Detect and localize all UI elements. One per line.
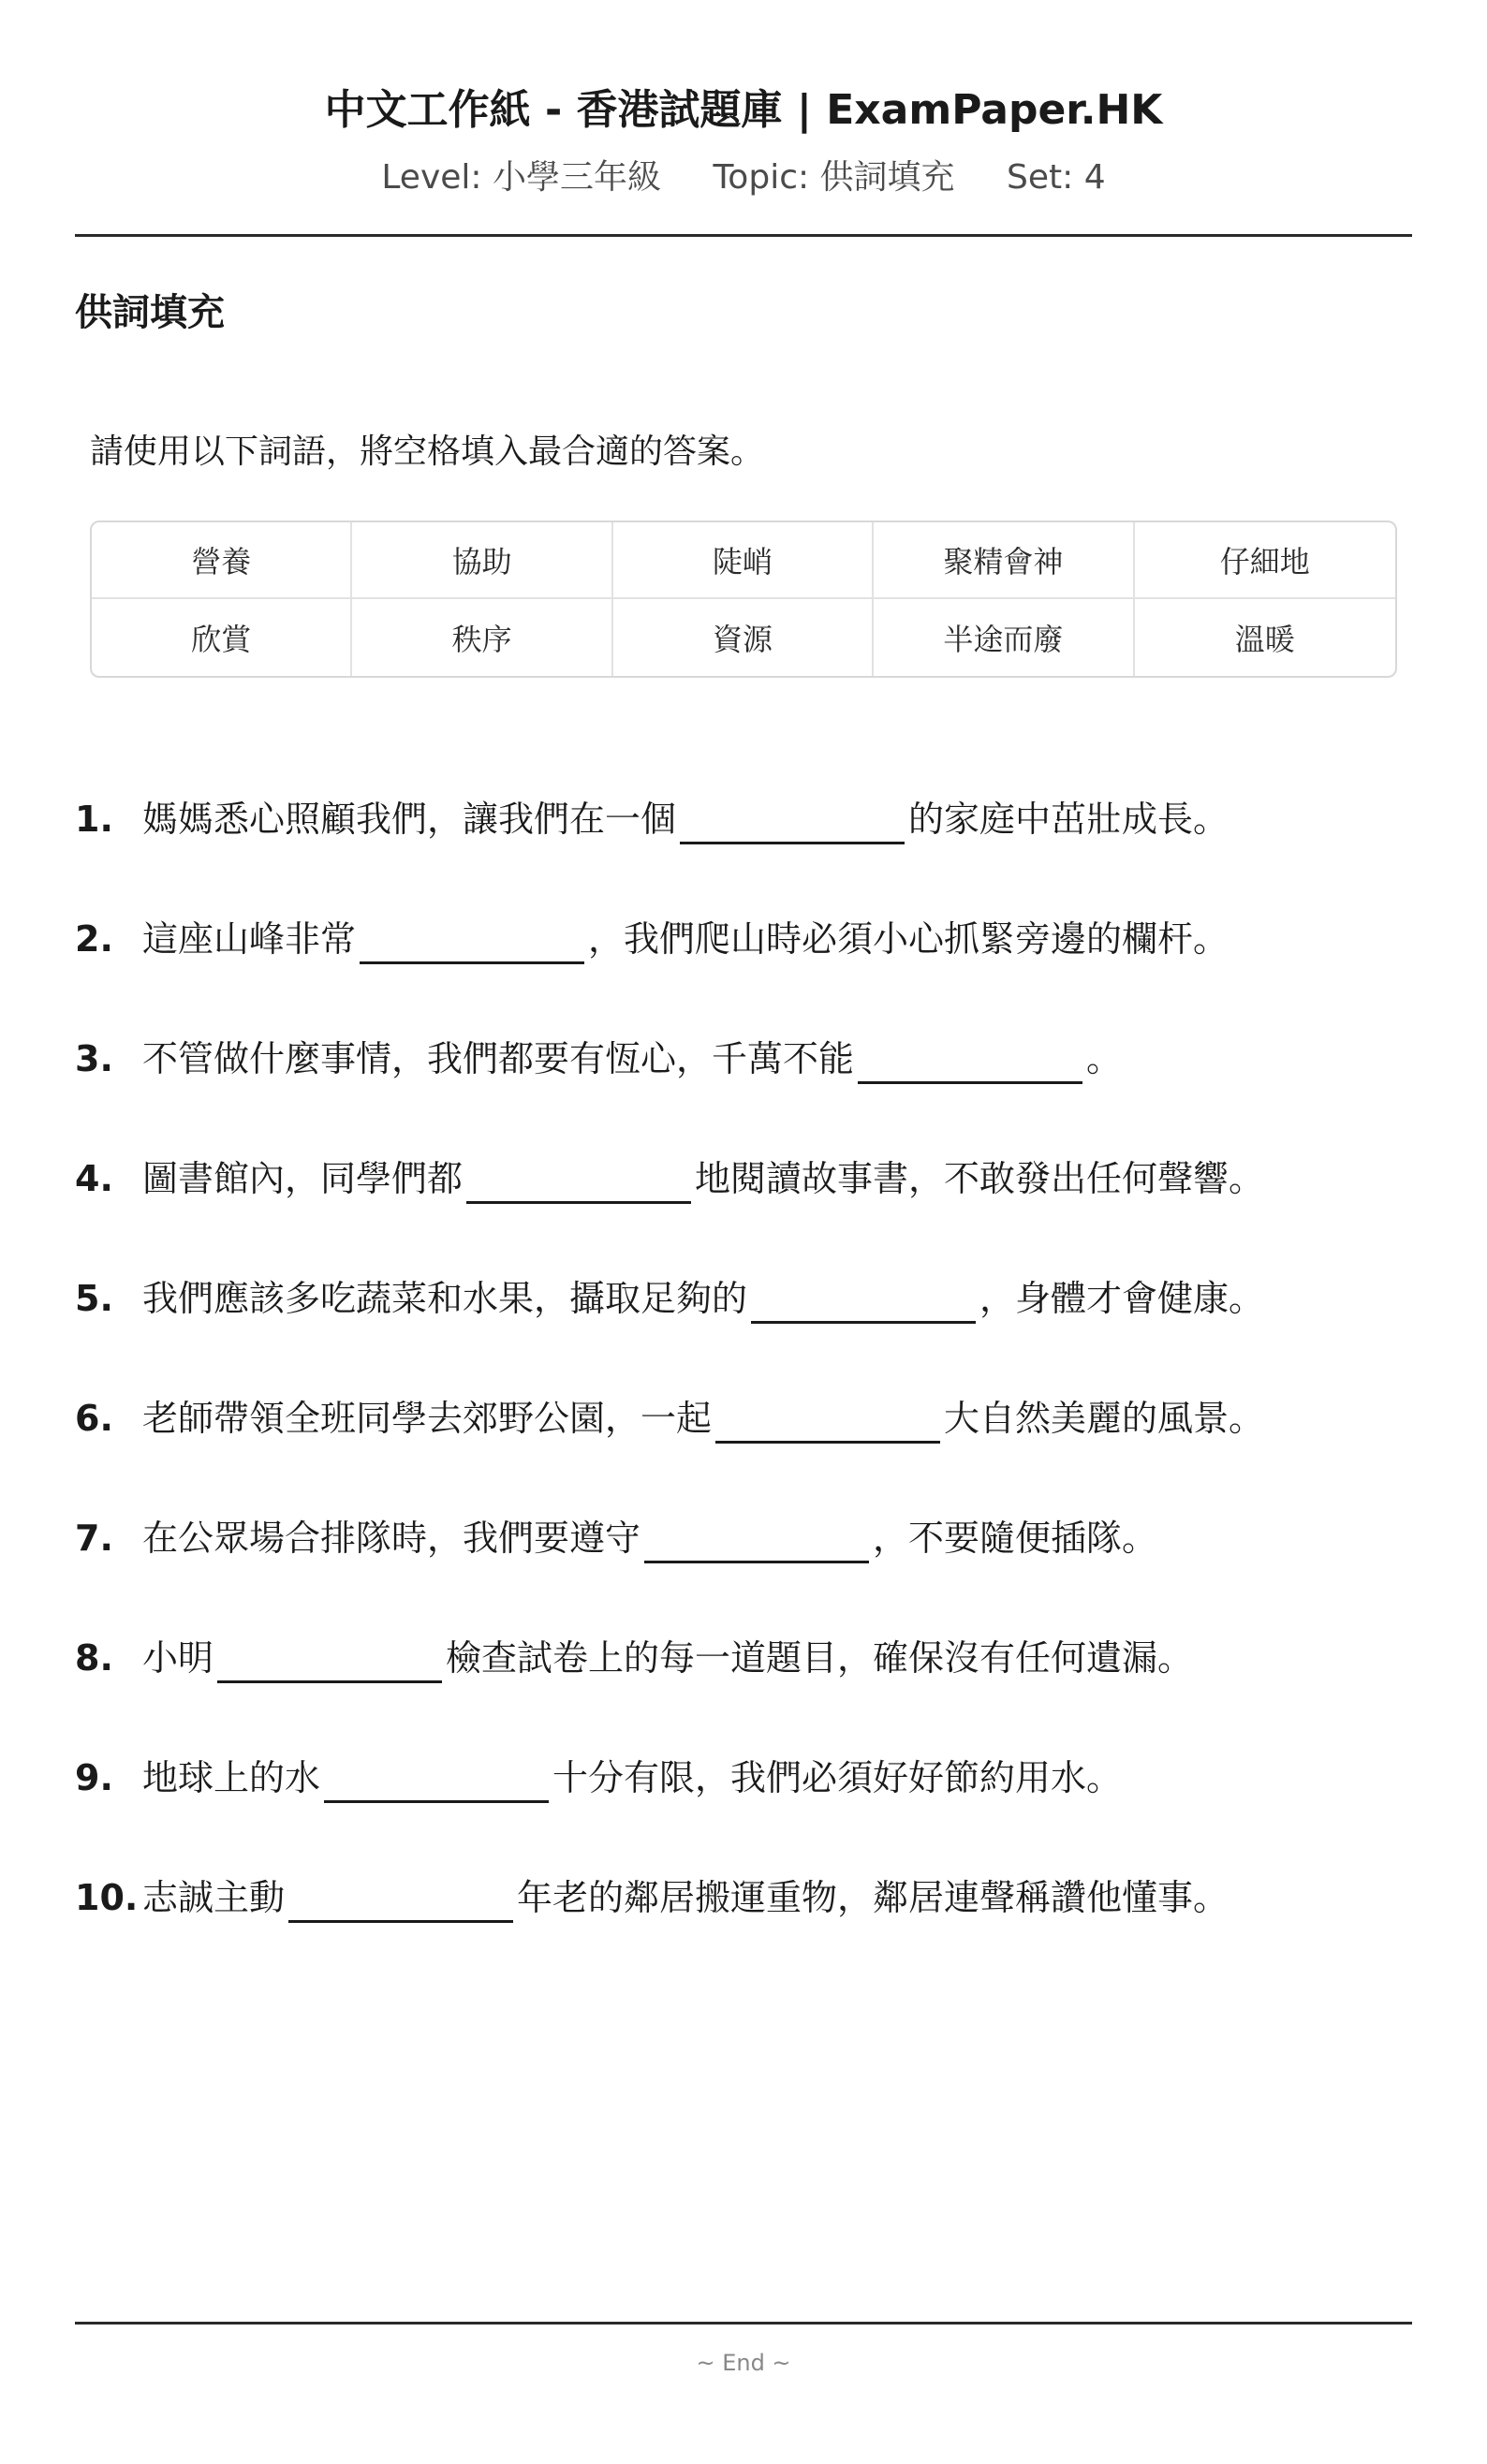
question-text-after: ，我們爬山時必須小心抓緊旁邊的欄杆。 xyxy=(588,918,1229,960)
question-text-after: 檢查試卷上的每一道題目，確保沒有任何遺漏。 xyxy=(446,1637,1194,1679)
question-number: 8. xyxy=(75,1637,113,1679)
question-text-after: 。 xyxy=(1086,1038,1123,1079)
question-text-before: 志誠主動 xyxy=(142,1877,286,1918)
question-text-before: 老師帶領全班同學去郊野公園，一起 xyxy=(142,1398,713,1439)
question-item xyxy=(75,1872,1412,1992)
question-text-before: 不管做什麼事情，我們都要有恆心，千萬不能 xyxy=(142,1038,855,1079)
question-item xyxy=(75,1633,1412,1753)
question-item xyxy=(75,1393,1412,1513)
answer-blank[interactable] xyxy=(680,795,905,844)
question-text-after: ，身體才會健康。 xyxy=(979,1278,1265,1319)
question-text-after: 年老的鄰居搬運重物，鄰居連聲稱讚他懂事。 xyxy=(517,1877,1229,1918)
question-text xyxy=(142,1273,1264,1324)
word-bank-item: 聚精會神 xyxy=(874,522,1134,599)
question-number: 4. xyxy=(75,1158,113,1199)
question-number: 3. xyxy=(75,1038,113,1079)
question-item xyxy=(75,794,1412,914)
question-text-before: 媽媽悉心照顧我們，讓我們在一個 xyxy=(142,799,677,840)
word-bank-item: 仔細地 xyxy=(1135,522,1395,599)
question-text xyxy=(142,914,1229,964)
word-bank-item: 半途而廢 xyxy=(874,599,1134,676)
question-text-before: 圖書館內，同學們都 xyxy=(142,1158,464,1199)
question-text xyxy=(142,1753,1122,1803)
question-number: 10. xyxy=(75,1877,139,1918)
section-title: 供詞填充 xyxy=(75,291,225,334)
question-number: 1. xyxy=(75,799,113,840)
question-text xyxy=(142,1513,1157,1563)
question-text-before: 我們應該多吃蔬菜和水果，攝取足夠的 xyxy=(142,1278,748,1319)
word-bank-item: 欣賞 xyxy=(92,599,352,676)
question-item xyxy=(75,1273,1412,1393)
question-number: 2. xyxy=(75,918,113,960)
end-marker: ~ End ~ xyxy=(696,2350,791,2376)
footer-divider xyxy=(75,2322,1412,2325)
question-item xyxy=(75,1034,1412,1153)
answer-blank[interactable] xyxy=(288,1873,513,1923)
word-bank-item: 營養 xyxy=(92,522,352,599)
question-item xyxy=(75,1753,1412,1872)
question-text-after: 的家庭中茁壯成長。 xyxy=(908,799,1229,840)
word-bank-item: 秩序 xyxy=(352,599,612,676)
question-text xyxy=(142,1872,1229,1923)
question-item xyxy=(75,914,1412,1034)
question-text xyxy=(142,1393,1264,1444)
answer-blank[interactable] xyxy=(324,1753,549,1803)
question-text-after: 大自然美麗的風景。 xyxy=(944,1398,1265,1439)
question-number: 7. xyxy=(75,1518,113,1559)
question-text-after: ，不要隨便插隊。 xyxy=(873,1518,1158,1559)
question-number: 9. xyxy=(75,1757,113,1798)
question-text xyxy=(142,1153,1264,1204)
worksheet-header xyxy=(75,0,1412,198)
question-text-after: 地閱讀故事書，不敢發出任何聲響。 xyxy=(695,1158,1265,1199)
question-text-before: 在公眾場合排隊時，我們要遵守 xyxy=(142,1518,641,1559)
answer-blank[interactable] xyxy=(360,915,584,964)
level-label: Level: 小學三年級 xyxy=(381,158,661,197)
answer-blank[interactable] xyxy=(466,1154,691,1204)
worksheet-page xyxy=(75,0,1412,2464)
question-text xyxy=(142,1633,1193,1683)
answer-blank[interactable] xyxy=(751,1274,976,1324)
header-divider xyxy=(75,234,1412,237)
word-bank-item: 陡峭 xyxy=(613,522,874,599)
question-text-after: 十分有限，我們必須好好節約用水。 xyxy=(552,1757,1123,1798)
answer-blank[interactable] xyxy=(644,1514,869,1563)
topic-label: Topic: 供詞填充 xyxy=(713,158,955,197)
answer-blank[interactable] xyxy=(858,1034,1082,1084)
question-text xyxy=(142,794,1229,844)
question-text-before: 這座山峰非常 xyxy=(142,918,357,960)
answer-blank[interactable] xyxy=(217,1634,442,1683)
question-text-before: 小明 xyxy=(142,1637,214,1679)
page-title: 中文工作紙 - 香港試題庫 | ExamPaper.HK xyxy=(324,86,1163,134)
question-item xyxy=(75,1153,1412,1273)
set-label: Set: 4 xyxy=(1007,158,1106,197)
question-text xyxy=(142,1034,1122,1084)
question-list xyxy=(75,794,1412,1992)
answer-blank[interactable] xyxy=(715,1394,940,1444)
question-item xyxy=(75,1513,1412,1633)
word-bank-item: 協助 xyxy=(352,522,612,599)
word-bank-item: 溫暖 xyxy=(1234,622,1295,657)
question-number: 6. xyxy=(75,1398,113,1439)
worksheet-meta xyxy=(75,157,1412,198)
word-bank-item: 資源 xyxy=(613,599,874,676)
word-bank xyxy=(90,521,1397,678)
question-text-before: 地球上的水 xyxy=(142,1757,321,1798)
instruction-text: 請使用以下詞語，將空格填入最合適的答案。 xyxy=(90,433,765,471)
question-number: 5. xyxy=(75,1278,113,1319)
